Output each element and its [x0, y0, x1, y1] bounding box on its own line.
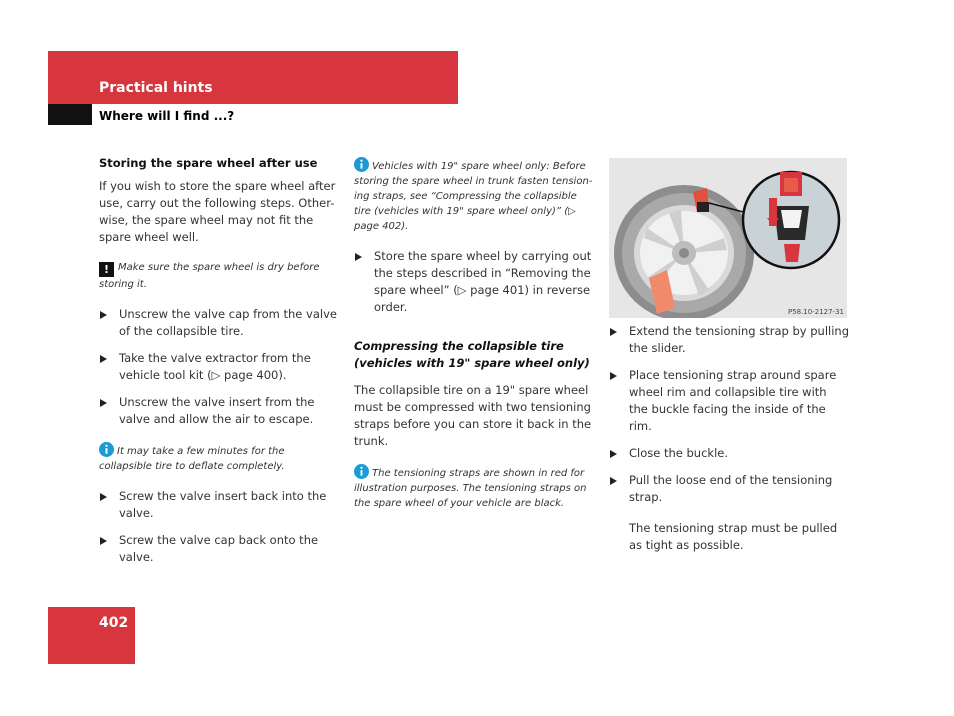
list-item: [99, 532, 339, 566]
spare-wheel-illustration: [609, 158, 847, 318]
bullet-triangle-icon: [610, 372, 617, 380]
step-text: Pull the loose end of the tensioning strap.: [629, 473, 833, 504]
list-item: [99, 350, 339, 384]
warning-note: [99, 260, 339, 292]
bullet-triangle-icon: [100, 399, 107, 407]
info-text: It may take a few minutes for the collapsible tire to deflate completely.: [99, 446, 285, 472]
bullet-triangle-icon: [100, 493, 107, 501]
warning-icon: !: [99, 262, 114, 277]
warning-text: Make sure the spare wheel is dry before storing it.: [99, 262, 320, 290]
step-text: Screw the valve insert back into the valve.: [119, 489, 327, 520]
step-text: Unscrew the valve cap from the valve of the collapsible tire.: [119, 307, 337, 338]
heading-storing: Storing the spare wheel after use: [99, 156, 318, 170]
bullet-triangle-icon: [100, 355, 107, 363]
list-item: [609, 445, 849, 462]
info-note: [354, 157, 594, 234]
figure-caption: P58.10-2127-31: [787, 308, 844, 316]
section-title: Practical hints: [99, 80, 213, 96]
final-note: The tensioning strap must be pulled as tight as possible.: [629, 521, 838, 552]
step-text: Take the valve extractor from the vehicle tool kit (▷ page 400).: [119, 351, 311, 382]
info-icon: [354, 157, 369, 172]
page-number: 402: [99, 615, 129, 631]
header-band: [48, 51, 458, 104]
info-note: [354, 464, 594, 511]
bullet-triangle-icon: [610, 477, 617, 485]
heading-compressing: Compressing the collapsible tire (vehicles with 19" spare wheel only): [354, 339, 590, 370]
step-text: Unscrew the valve insert from the valve and allow the air to escape.: [119, 395, 315, 426]
info-icon: [354, 464, 369, 479]
bullet-triangle-icon: [610, 328, 617, 336]
section-tab-marker: [48, 104, 92, 125]
column-2: [354, 157, 594, 525]
step-text: Place tensioning strap around spare wheel rim and collapsible tire with the buckle facing the inside of the rim.: [629, 368, 837, 433]
step-text: Close the buckle.: [629, 446, 729, 460]
bullet-triangle-icon: [610, 450, 617, 458]
info-text: The tensioning straps are shown in red for illustration purposes. The tensioning straps on the spare wheel of your vehicle are black.: [354, 468, 587, 509]
step-text: Extend the tensioning strap by pulling the slider.: [629, 324, 850, 355]
list-item: [99, 306, 339, 340]
list-item: [609, 367, 849, 435]
column-3: [609, 323, 849, 554]
column-1: [99, 155, 339, 573]
list-item: [609, 323, 849, 357]
wheel-strap-drawing: [609, 158, 847, 318]
bullet-triangle-icon: [100, 537, 107, 545]
info-text: Vehicles with 19" spare wheel only: Before storing the spare wheel in trunk fasten tension-ing straps, see “Compressing the collapsible tire (vehicles with 19" spare wheel only)” (▷ page 402).: [354, 161, 593, 232]
list-item: [99, 394, 339, 428]
info-note: [99, 442, 339, 474]
info-icon: [99, 442, 114, 457]
bullet-triangle-icon: [355, 253, 362, 261]
list-item: [99, 488, 339, 522]
bullet-triangle-icon: [100, 311, 107, 319]
list-item: [354, 248, 594, 316]
body-paragraph: The collapsible tire on a 19" spare wheel must be compressed with two tensioning straps before you can store it back in the trunk.: [354, 383, 592, 448]
step-text: Store the spare wheel by carrying out the steps described in “Removing the spare wheel” (▷ page 401) in reverse order.: [374, 249, 592, 314]
list-item: [609, 472, 849, 506]
subsection-title: Where will I find ...?: [99, 109, 235, 123]
step-text: Screw the valve cap back onto the valve.: [119, 533, 319, 564]
intro-paragraph: If you wish to store the spare wheel after use, carry out the following steps. Other-wise, the spare wheel may not fit the spare wheel well.: [99, 179, 336, 244]
